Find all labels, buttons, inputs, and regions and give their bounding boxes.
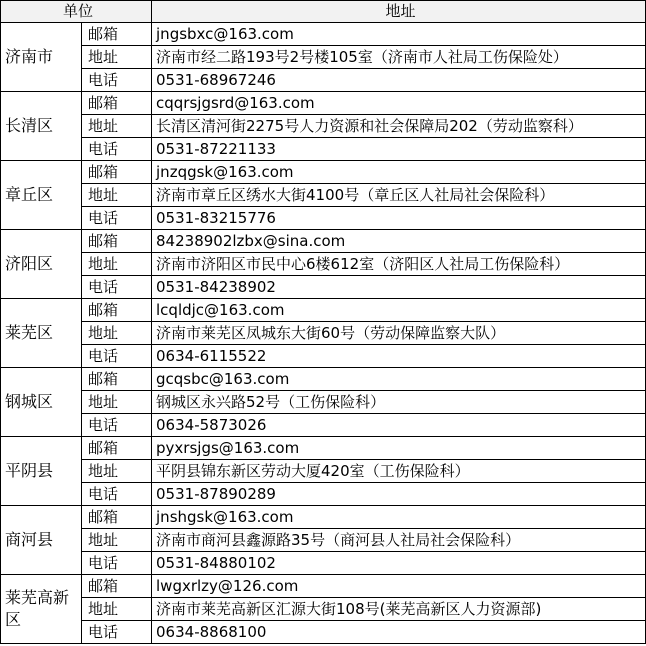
table-row (1, 115, 646, 138)
phone-label: 电话 (82, 621, 152, 644)
address-value: 钢城区永兴路52号（工伤保险科） (152, 391, 646, 414)
address-label: 地址 (82, 529, 152, 552)
unit-name: 济阳区 (1, 230, 82, 299)
table-row (1, 138, 646, 161)
table-row (1, 483, 646, 506)
phone-value: 0531-84238902 (152, 276, 646, 299)
table-row (1, 299, 646, 322)
address-value: 济南市经二路193号2号楼105室（济南市人社局工伤保险处） (152, 46, 646, 69)
email-value: pyxrsjgs@163.com (152, 437, 646, 460)
table-row (1, 460, 646, 483)
table-row (1, 92, 646, 115)
email-value: jngsbxc@163.com (152, 23, 646, 46)
unit-name: 莱芜高新区 (1, 575, 82, 644)
table-row (1, 506, 646, 529)
table-row (1, 161, 646, 184)
address-value: 济南市济阳区市民中心6楼612室（济阳区人社局工伤保险科） (152, 253, 646, 276)
email-value: 84238902lzbx@sina.com (152, 230, 646, 253)
table-row (1, 621, 646, 644)
address-value: 平阴县锦东新区劳动大厦420室（工伤保险科） (152, 460, 646, 483)
table-header-row (1, 1, 646, 23)
table-row (1, 276, 646, 299)
table-row (1, 230, 646, 253)
address-label: 地址 (82, 253, 152, 276)
table-row (1, 69, 646, 92)
phone-value: 0531-68967246 (152, 69, 646, 92)
phone-label: 电话 (82, 552, 152, 575)
address-label: 地址 (82, 115, 152, 138)
unit-name: 平阴县 (1, 437, 82, 506)
email-label: 邮箱 (82, 368, 152, 391)
unit-name: 钢城区 (1, 368, 82, 437)
email-label: 邮箱 (82, 575, 152, 598)
phone-value: 0634-5873026 (152, 414, 646, 437)
address-value: 济南市章丘区绣水大街4100号（章丘区人社局社会保险科） (152, 184, 646, 207)
unit-name: 长清区 (1, 92, 82, 161)
phone-label: 电话 (82, 207, 152, 230)
phone-label: 电话 (82, 345, 152, 368)
address-value: 济南市商河县鑫源路35号（商河县人社局社会保险科） (152, 529, 646, 552)
table-row (1, 345, 646, 368)
email-label: 邮箱 (82, 299, 152, 322)
email-label: 邮箱 (82, 437, 152, 460)
address-label: 地址 (82, 460, 152, 483)
email-value: lwgxrlzy@126.com (152, 575, 646, 598)
table-row (1, 391, 646, 414)
address-label: 地址 (82, 322, 152, 345)
header-address: 地址 (152, 1, 646, 23)
table-row (1, 552, 646, 575)
phone-value: 0634-8868100 (152, 621, 646, 644)
email-label: 邮箱 (82, 23, 152, 46)
address-label: 地址 (82, 46, 152, 69)
header-unit: 单位 (1, 1, 152, 23)
table-row (1, 575, 646, 598)
email-value: lcqldjc@163.com (152, 299, 646, 322)
table-row (1, 322, 646, 345)
address-value: 济南市莱芜区凤城东大街60号（劳动保障监察大队） (152, 322, 646, 345)
address-label: 地址 (82, 184, 152, 207)
phone-value: 0634-6115522 (152, 345, 646, 368)
phone-label: 电话 (82, 414, 152, 437)
phone-value: 0531-84880102 (152, 552, 646, 575)
unit-name: 章丘区 (1, 161, 82, 230)
address-label: 地址 (82, 598, 152, 621)
email-value: jnzqgsk@163.com (152, 161, 646, 184)
email-label: 邮箱 (82, 506, 152, 529)
table-row (1, 253, 646, 276)
phone-label: 电话 (82, 483, 152, 506)
phone-label: 电话 (82, 138, 152, 161)
phone-value: 0531-83215776 (152, 207, 646, 230)
unit-name: 济南市 (1, 23, 82, 92)
email-value: gcqsbc@163.com (152, 368, 646, 391)
email-value: cqqrsjgsrd@163.com (152, 92, 646, 115)
table-row (1, 207, 646, 230)
table-row (1, 184, 646, 207)
table-row (1, 598, 646, 621)
table-row (1, 529, 646, 552)
email-label: 邮箱 (82, 230, 152, 253)
address-value: 济南市莱芜高新区汇源大街108号(莱芜高新区人力资源部) (152, 598, 646, 621)
table-row (1, 23, 646, 46)
phone-value: 0531-87890289 (152, 483, 646, 506)
table-row (1, 46, 646, 69)
email-label: 邮箱 (82, 92, 152, 115)
phone-label: 电话 (82, 276, 152, 299)
table-row (1, 368, 646, 391)
phone-label: 电话 (82, 69, 152, 92)
table-row (1, 437, 646, 460)
unit-name: 商河县 (1, 506, 82, 575)
address-value: 长清区清河街2275号人力资源和社会保障局202（劳动监察科） (152, 115, 646, 138)
table-row (1, 414, 646, 437)
address-label: 地址 (82, 391, 152, 414)
phone-value: 0531-87221133 (152, 138, 646, 161)
unit-name: 莱芜区 (1, 299, 82, 368)
email-value: jnshgsk@163.com (152, 506, 646, 529)
email-label: 邮箱 (82, 161, 152, 184)
